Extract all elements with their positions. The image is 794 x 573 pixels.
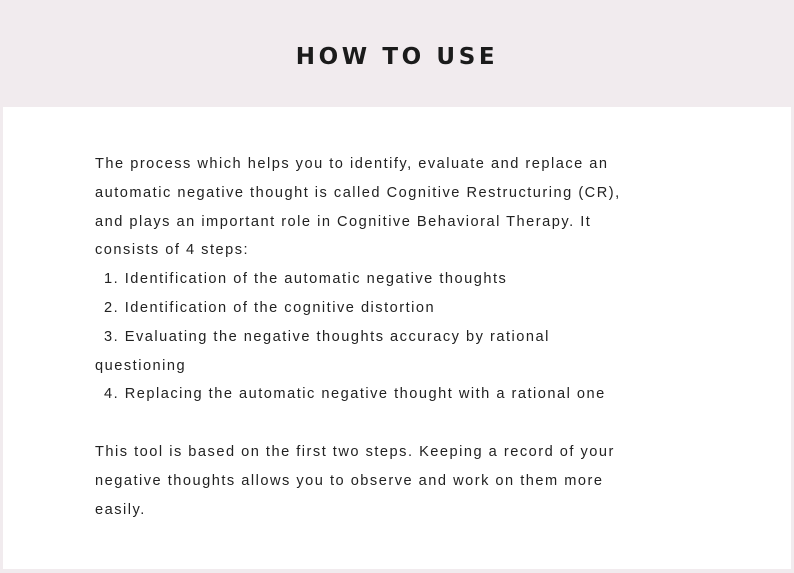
intro-line: The process which helps you to identify, evaluate and replace an bbox=[95, 156, 609, 172]
page-title: HOW TO USE bbox=[295, 44, 499, 70]
intro-line: and plays an important role in Cognitive Behavioral Therapy. It bbox=[95, 213, 592, 230]
intro-line: automatic negative thought is called Cognitive Restructuring (CR), bbox=[95, 184, 621, 201]
step-item: 3. Evaluating the negative thoughts accuracy by rational bbox=[104, 328, 550, 345]
step-item-continuation: questioning bbox=[95, 357, 187, 374]
intro-line: consists of 4 steps: bbox=[95, 242, 250, 259]
closing-line: negative thoughts allows you to observe and work on them more bbox=[95, 472, 604, 489]
body-text bbox=[95, 150, 745, 524]
frame-border-left bbox=[0, 107, 3, 573]
paragraph-gap bbox=[95, 409, 745, 438]
frame-border-bottom bbox=[0, 569, 794, 573]
closing-line: easily. bbox=[95, 501, 146, 518]
step-item: 2. Identification of the cognitive distortion bbox=[104, 299, 436, 316]
step-item: 1. Identification of the automatic negative thoughts bbox=[104, 271, 508, 288]
step-item: 4. Replacing the automatic negative thought with a rational one bbox=[104, 386, 606, 403]
closing-line: This tool is based on the first two steps. Keeping a record of your bbox=[95, 443, 615, 460]
